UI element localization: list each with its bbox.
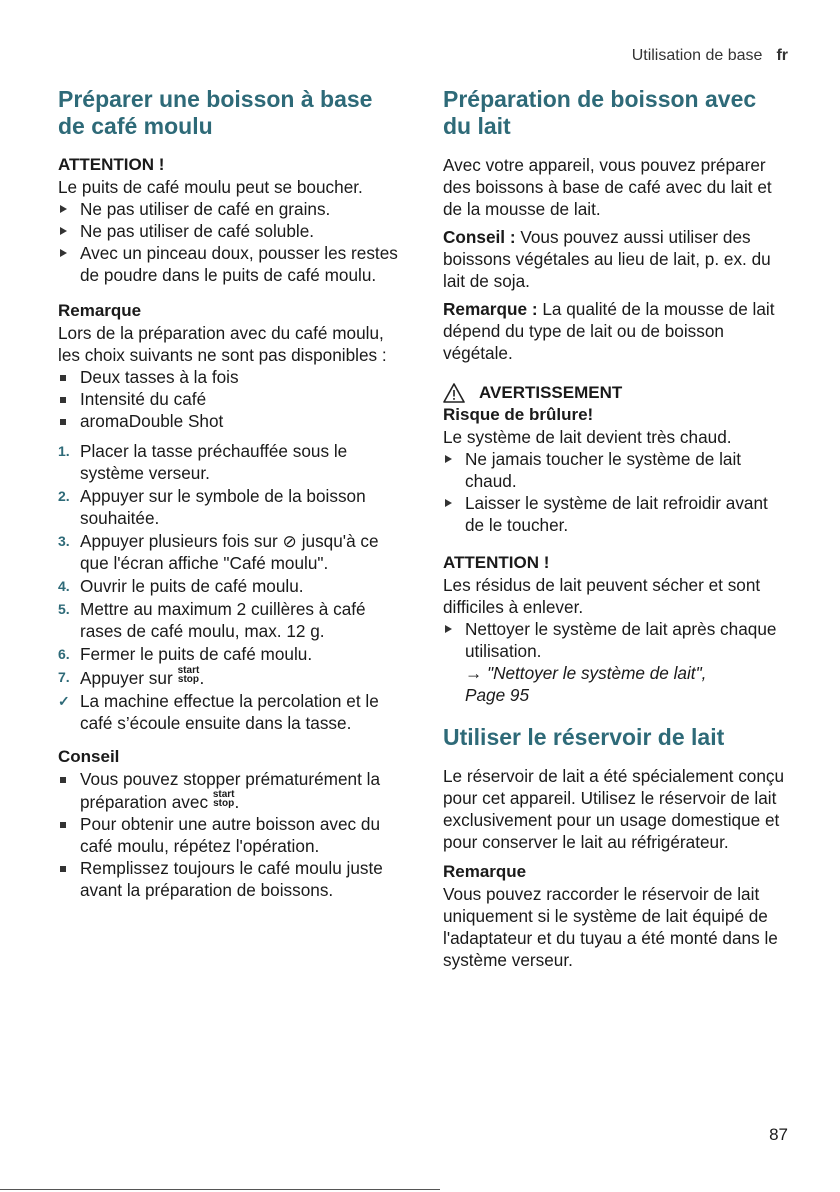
step-number: 6.	[58, 646, 70, 662]
conseil-paragraph	[443, 226, 788, 292]
step-item	[58, 530, 403, 574]
bottom-rule	[0, 1189, 440, 1190]
attention-text-right: Les résidus de lait peuvent sécher et sont difficiles à enlever.	[443, 575, 761, 617]
step-item	[58, 485, 403, 529]
header-section: Utilisation de base	[631, 47, 763, 64]
step-text: Ouvrir le puits de café moulu.	[80, 576, 304, 596]
remarque-list	[58, 366, 403, 432]
remarque-text: La qualité de la mousse de lait dépend du type de lait ou de boisson végétale.	[443, 299, 775, 363]
header-lang: fr	[776, 47, 788, 64]
start-stop-icon: start stop	[212, 789, 235, 809]
remarque-label: Remarque :	[443, 299, 538, 319]
xref-text: → "Nettoyer le système de lait",	[465, 663, 707, 683]
warning-title: AVERTISSEMENT	[479, 383, 623, 402]
step-item	[58, 440, 403, 484]
step-number: 2.	[58, 488, 70, 504]
conseil-title: Conseil	[58, 747, 120, 766]
step-text: Placer la tasse préchauffée sous le système verseur.	[80, 441, 348, 483]
list-item: Ne pas utiliser de café soluble.	[58, 220, 403, 242]
attention-title: ATTENTION !	[58, 155, 165, 174]
step-text: Fermer le puits de café moulu.	[80, 644, 313, 664]
left-title	[58, 86, 403, 140]
warning-text: Le système de lait devient très chaud.	[443, 427, 732, 447]
step-number: 7.	[58, 669, 70, 685]
list-item: aromaDouble Shot	[58, 410, 403, 432]
step-text: La machine effectue la percolation et le café s’écoule ensuite dans la tasse.	[80, 691, 379, 733]
right-title-line2: du lait	[443, 113, 511, 139]
start-stop-icon	[177, 666, 199, 684]
list-item: Nettoyer le système de lait après chaque utilisation.	[443, 618, 788, 662]
step-text: Mettre au maximum 2 cuillères à café rases de café moulu, max. 12 g.	[80, 599, 366, 641]
check-icon: ✓	[58, 693, 70, 709]
step-number: 1.	[58, 443, 70, 459]
list-item: Intensité du café	[58, 388, 403, 410]
conseil-list	[58, 768, 403, 901]
warning-heading	[443, 382, 788, 404]
start-stop-icon-label: start stop	[177, 665, 200, 685]
conseil-text: Vous pouvez aussi utiliser des boissons végétales au lieu de lait, p. ex. du lait de soja.	[443, 227, 771, 291]
remarque-text: Lors de la préparation avec du café moulu, les choix suivants ne sont pas disponibles :	[58, 323, 387, 365]
remarque-title: Remarque	[58, 301, 142, 320]
list-item: Ne jamais toucher le système de lait chaud.	[443, 448, 788, 492]
attention-list-right	[443, 618, 788, 662]
remarque2-title: Remarque	[443, 862, 527, 881]
left-title-line1: Préparer une boisson à base	[58, 86, 373, 112]
xref-page: Page 95	[465, 685, 530, 705]
step-number: 3.	[58, 533, 70, 549]
list-item: Laisser le système de lait refroidir avant de le toucher.	[443, 492, 788, 536]
running-header	[632, 45, 788, 67]
remarque-paragraph	[443, 298, 788, 364]
step-text: Appuyer sur le symbole de la boisson souhaitée.	[80, 486, 366, 528]
step-item	[58, 598, 403, 642]
section2-title: Utiliser le réservoir de lait	[443, 724, 725, 750]
list-item: Avec un pinceau doux, pousser les restes de poudre dans le puits de café moulu.	[58, 242, 403, 286]
attention-title-right: ATTENTION !	[443, 553, 550, 572]
section2-text: Le réservoir de lait a été spécialement conçu pour cet appareil. Utilisez le réservoir de lait exclusivement pour un usage domestique et pour conserver le lait au réfrigérateur.	[443, 766, 785, 852]
left-column	[58, 86, 403, 909]
warning-list	[443, 448, 788, 536]
page-number: 87	[769, 1125, 788, 1144]
step-text: Appuyer plusieurs fois sur ⊘ jusqu'à ce que l'écran affiche "Café moulu".	[80, 531, 379, 573]
step-number: 4.	[58, 578, 70, 594]
remarque2-text: Vous pouvez raccorder le réservoir de lait uniquement si le système de lait équipé de l'adaptateur et du tuyau a été monté dans le système verseur.	[443, 884, 778, 970]
list-item: Pour obtenir une autre boisson avec du café moulu, répétez l'opération.	[58, 813, 403, 857]
right-title	[443, 86, 788, 140]
steps-list	[58, 440, 403, 734]
cross-reference[interactable]	[443, 662, 788, 706]
intro-text: Avec votre appareil, vous pouvez préparer des boissons à base de café avec du lait et de la mousse de lait.	[443, 155, 772, 219]
step-number: 5.	[58, 601, 70, 617]
conseil-item-text: Vous pouvez stopper prématurément la préparation avec	[80, 769, 381, 812]
step-text: Appuyer sur	[80, 668, 173, 688]
list-item: Ne pas utiliser de café en grains.	[58, 198, 403, 220]
list-item: Vous pouvez stopper prématurément la préparation avec start stop.	[58, 768, 403, 813]
list-item: Remplissez toujours le café moulu juste avant la préparation de boissons.	[58, 857, 403, 901]
warning-triangle-icon	[443, 383, 465, 403]
right-title-line1: Préparation de boisson avec	[443, 86, 757, 112]
conseil-label: Conseil :	[443, 227, 516, 247]
attention-list	[58, 198, 403, 286]
list-item: Deux tasses à la fois	[58, 366, 403, 388]
left-title-line2: de café moulu	[58, 113, 213, 139]
step-item: 7. Appuyer sur start stop.	[58, 665, 205, 688]
step-result	[58, 690, 403, 734]
step-item	[58, 575, 403, 597]
step-item	[58, 643, 403, 665]
warning-subtitle: Risque de brûlure!	[443, 405, 594, 424]
attention-text: Le puits de café moulu peut se boucher.	[58, 177, 363, 197]
right-column	[443, 86, 788, 977]
